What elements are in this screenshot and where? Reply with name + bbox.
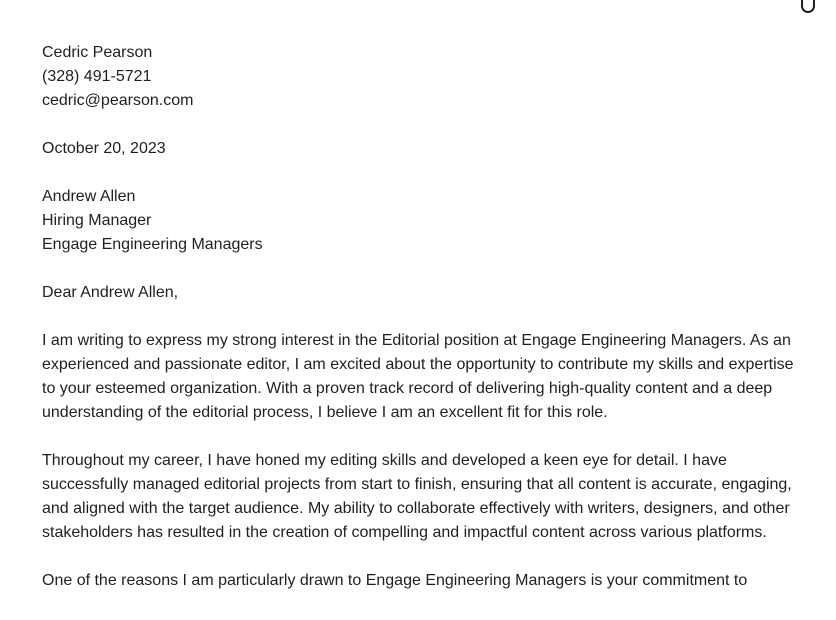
paragraph-intro: I am writing to express my strong interest in the Editorial position at Engage Engineering Managers. As an experienced and passionate editor, I am excited about the opportunity to contribute my skills and expertise to your esteemed organization. With a proven track record of delivering high-quality content and a deep understanding of the editorial process, I believe I am an excellent fit for this role. (42, 332, 794, 421)
recipient-company: Engage Engineering Managers (42, 236, 263, 253)
recipient-title: Hiring Manager (42, 212, 152, 229)
sender-phone: (328) 491-5721 (42, 68, 152, 85)
cursor-icon (800, 0, 816, 14)
sender-email: cedric@pearson.com (42, 92, 194, 109)
date-block (42, 137, 802, 161)
cover-letter (42, 41, 802, 617)
recipient-name: Andrew Allen (42, 188, 136, 205)
recipient-block (42, 185, 802, 257)
paragraph-motivation: One of the reasons I am particularly drawn to Engage Engineering Managers is your commitment to (42, 572, 748, 589)
sender-block (42, 41, 802, 113)
paragraph-experience: Throughout my career, I have honed my editing skills and developed a keen eye for detail. I have successfully managed editorial projects from start to finish, ensuring that all content is accurate, engaging, and aligned with the target audience. My ability to collaborate effectively with writers, designers, and other stakeholders has resulted in the creation of compelling and impactful content across various platforms. (42, 452, 792, 541)
salutation-block (42, 281, 802, 305)
letter-date: October 20, 2023 (42, 140, 166, 157)
sender-name: Cedric Pearson (42, 44, 153, 61)
salutation: Dear Andrew Allen, (42, 284, 179, 301)
